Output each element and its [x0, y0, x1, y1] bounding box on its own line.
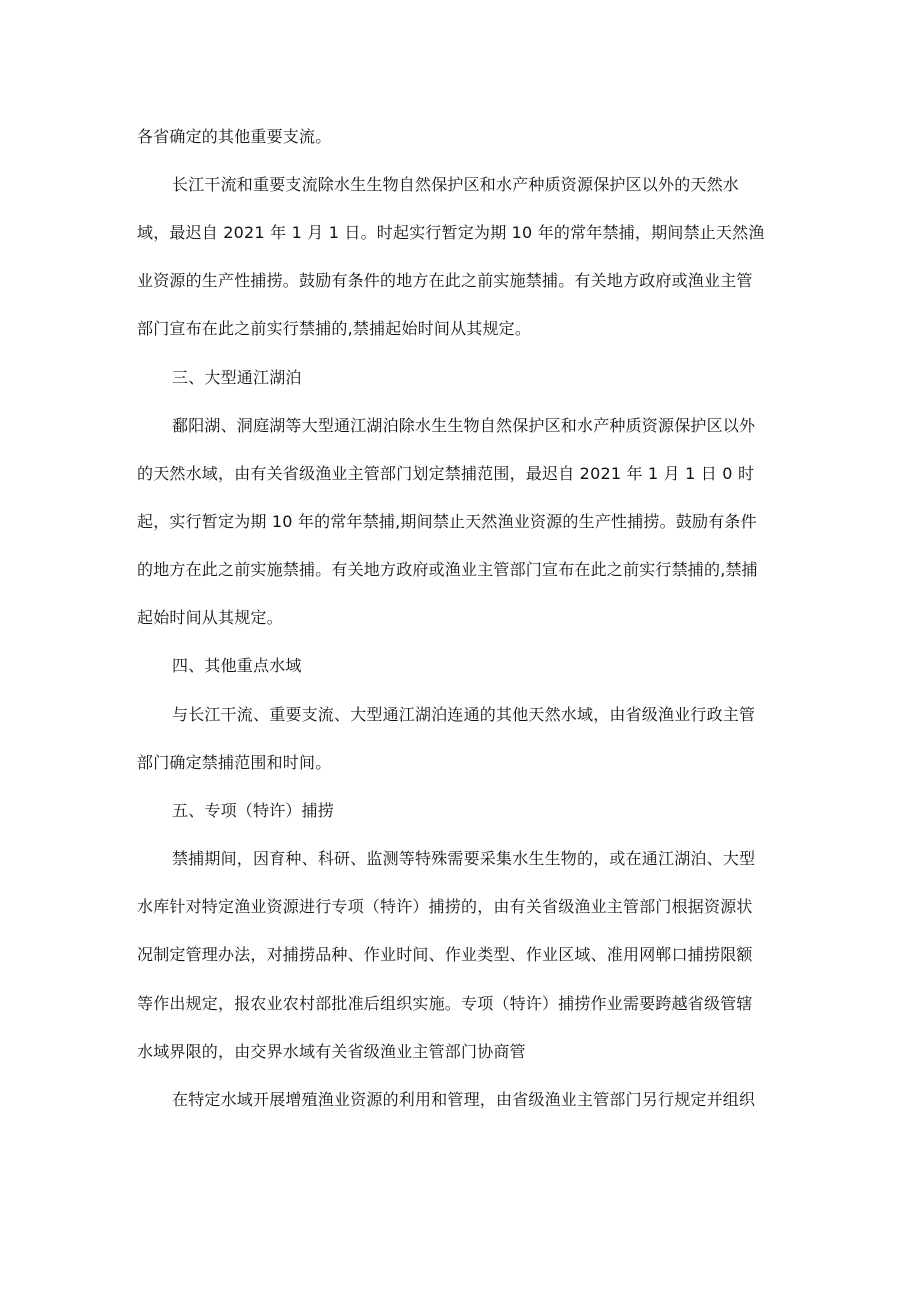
text-line: 部门确定禁捕范围和时间。 — [137, 753, 332, 772]
text-line: 与长江干流、重要支流、大型通江湖泊连通的其他天然水域，由省级渔业行政主管 — [172, 705, 756, 724]
text-line: 各省确定的其他重要支流。 — [137, 127, 332, 146]
text-line: 水库针对特定渔业资源进行专项（特许）捕捞的，由有关省级渔业主管部门根据资源状 — [137, 897, 753, 916]
section-heading: 五、专项（特许）捕捞 — [172, 801, 335, 820]
text-line: 的地方在此之前实施禁捕。有关地方政府或渔业主管部门宣布在此之前实行禁捕的,禁捕 — [137, 560, 758, 579]
section-heading: 三、大型通江湖泊 — [172, 368, 302, 387]
section-heading: 四、其他重点水域 — [172, 656, 302, 675]
text-line: 禁捕期间，因育种、科研、监测等特殊需要采集水生生物的，或在通江湖泊、大型 — [172, 849, 756, 868]
text-line: 等作出规定，报农业农村部批准后组织实施。专项（特许）捕捞作业需要跨越省级管辖 — [137, 994, 753, 1013]
text-line: 域，最迟自 2021 年 1 月 1 日。时起实行暂定为期 10 年的常年禁捕，期间禁止天然渔 — [137, 223, 765, 242]
text-line: 鄱阳湖、洞庭湖等大型通江湖泊除水生生物自然保护区和水产种质资源保护区以外 — [172, 416, 756, 435]
text-line: 况制定管理办法，对捕捞品种、作业时间、作业类型、作业区域、准用网郸口捕捞限额 — [137, 945, 753, 964]
text-line: 在特定水域开展增殖渔业资源的利用和管理，由省级渔业主管部门另行规定并组织 — [172, 1090, 756, 1109]
text-line: 业资源的生产性捕捞。鼓励有条件的地方在此之前实施禁捕。有关地方政府或渔业主管 — [137, 271, 753, 290]
text-line: 起始时间从其规定。 — [137, 608, 283, 627]
text-line: 的天然水域，由有关省级渔业主管部门划定禁捕范围，最迟自 2021 年 1 月 1 日 0 时 — [137, 464, 755, 483]
text-line: 起，实行暂定为期 10 年的常年禁捕,期间禁止天然渔业资源的生产性捕捞。鼓励有条件 — [137, 512, 757, 531]
text-line: 长江干流和重要支流除水生生物自然保护区和水产种质资源保护区以外的天然水 — [172, 175, 740, 194]
text-line: 部门宣布在此之前实行禁捕的,禁捕起始时间从其规定。 — [137, 319, 532, 338]
text-line: 水域界限的，由交界水域有关省级渔业主管部门协商管 — [137, 1042, 526, 1061]
